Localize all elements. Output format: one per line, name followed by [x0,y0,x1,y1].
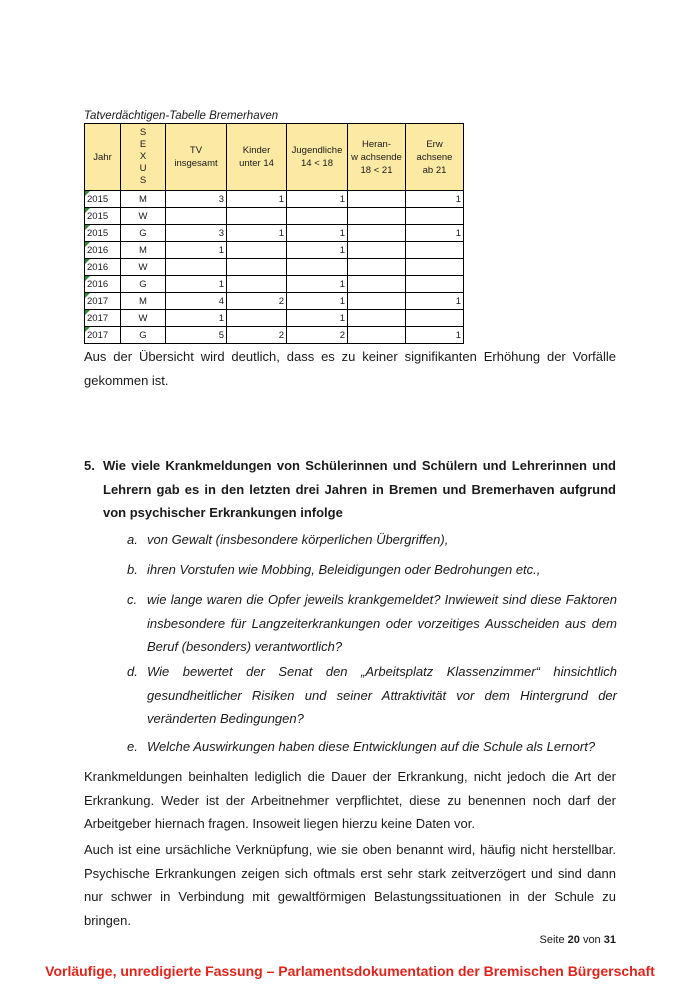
cell-adolescents [348,310,406,327]
cell-year: 2017 [85,310,121,327]
cell-youths: 1 [287,310,348,327]
header-sexus: S E X U S [121,124,166,191]
subitem-text: Wie bewertet der Senat den „Arbeitsplatz Klassenzimmer“ hinsichtlich gesundheitlicher Risiken und seiner Attraktivität vor dem Hintergrund der veränderten Bedingungen? [147,664,617,726]
question-number: 5. [84,458,95,473]
cell-tv-total: 5 [166,327,227,344]
subitem-letter: a. [127,532,138,547]
cell-adolescents [348,276,406,293]
draft-banner: Vorläufige, unredigierte Fassung – Parlamentsdokumentation der Bremischen Bürgerschaft [45,963,655,979]
header-adults: Erw achsene ab 21 [406,124,464,191]
answer-paragraph-1: Krankmeldungen beinhalten lediglich die Dauer der Erkrankung, nicht jedoch die Art der Erkrankung. Weder ist der Arbeitnehmer verpflichtet, diese zu benennen noch darf der Arbeitgeber hiernach fragen. Insoweit liegen hierzu keine Daten vor. [84,769,616,831]
cell-sex: W [121,259,166,276]
table-row [85,276,464,293]
subitem-text: wie lange waren die Opfer jeweils krankgemeldet? Inwieweit sind diese Faktoren insbesondere für Langzeiterkrankungen oder vorzeitiges Ausscheiden aus dem Beruf (besonders) verantwortlich? [147,592,617,654]
cell-year: 2017 [85,327,121,344]
question-text: Wie viele Krankmeldungen von Schülerinnen und Schülern und Lehrerinnen und Lehrern gab es in den letzten drei Jahren in Bremen und Bremerhaven aufgrund von psychischer Erkrankungen infolge [103,458,616,520]
cell-tv-total: 3 [166,225,227,242]
cell-adolescents [348,259,406,276]
header-adolescents: Heran- w achsende 18 < 21 [348,124,406,191]
cell-youths: 1 [287,225,348,242]
subitem-text: von Gewalt (insbesondere körperlichen Übergriffen), [147,532,449,547]
cell-children: 1 [227,191,287,208]
cell-sex: G [121,327,166,344]
cell-adults [406,242,464,259]
cell-adults: 1 [406,191,464,208]
cell-adolescents [348,293,406,310]
table-row [85,208,464,225]
cell-children [227,208,287,225]
subitem-a [127,528,617,552]
subitem-text: Welche Auswirkungen haben diese Entwicklungen auf die Schule als Lernort? [147,739,596,754]
table-row [85,293,464,310]
cell-children [227,276,287,293]
cell-adults [406,310,464,327]
cell-sex: W [121,310,166,327]
suspects-table [84,123,464,344]
cell-children: 2 [227,293,287,310]
subitem-e [127,735,617,759]
cell-youths: 1 [287,293,348,310]
current-page: 20 [567,934,580,946]
cell-tv-total: 1 [166,242,227,259]
question-5 [84,454,616,525]
cell-adolescents [348,242,406,259]
cell-adolescents [348,191,406,208]
cell-adults [406,276,464,293]
table-row [85,259,464,276]
subitem-c [127,588,617,659]
subitem-letter: d. [127,664,138,679]
cell-youths [287,208,348,225]
cell-youths: 2 [287,327,348,344]
subitem-letter: c. [127,592,138,607]
cell-sex: M [121,293,166,310]
cell-children [227,242,287,259]
cell-year: 2015 [85,225,121,242]
cell-sex: W [121,208,166,225]
header-tv-total: TV insgesamt [166,124,227,191]
cell-youths: 1 [287,191,348,208]
answer-paragraph-2: Auch ist eine ursächliche Verknüpfung, wie sie oben benannt wird, häufig nicht herstellbar. Psychische Erkrankungen zeigen sich oftmals erst sehr stark zeitverzögert und sind dann nur schwer in Verbindung mit gewaltförmigen Belastungssituationen in der Schule zu bringen. [84,842,616,928]
subitem-letter: b. [127,562,138,577]
cell-tv-total [166,208,227,225]
cell-year: 2015 [85,191,121,208]
subitem-text: ihren Vorstufen wie Mobbing, Beleidigungen oder Bedrohungen etc., [147,562,541,577]
subitem-d [127,660,617,731]
cell-children: 2 [227,327,287,344]
cell-children [227,310,287,327]
cell-adults: 1 [406,225,464,242]
cell-youths: 1 [287,242,348,259]
cell-year: 2017 [85,293,121,310]
cell-sex: M [121,191,166,208]
cell-adults [406,259,464,276]
table-row [85,191,464,208]
cell-tv-total: 1 [166,310,227,327]
table-row [85,242,464,259]
cell-adults: 1 [406,327,464,344]
cell-year: 2015 [85,208,121,225]
total-pages: 31 [603,934,616,946]
cell-year: 2016 [85,242,121,259]
table-caption: Tatverdächtigen-Tabelle Bremerhaven [84,110,279,122]
cell-adolescents [348,327,406,344]
cell-children: 1 [227,225,287,242]
cell-tv-total: 1 [166,276,227,293]
cell-sex: M [121,242,166,259]
cell-youths [287,259,348,276]
cell-tv-total [166,259,227,276]
cell-tv-total: 3 [166,191,227,208]
summary-paragraph: Aus der Übersicht wird deutlich, dass es zu keiner signifikanten Erhöhung der Vorfälle gekommen ist. [84,349,616,388]
cell-adults [406,208,464,225]
cell-adolescents [348,208,406,225]
cell-year: 2016 [85,259,121,276]
cell-adults: 1 [406,293,464,310]
table-header-row [85,124,464,191]
table-row [85,327,464,344]
subitem-letter: e. [127,739,138,754]
subitem-b [127,558,617,582]
cell-children [227,259,287,276]
table-row [85,225,464,242]
table-row [85,310,464,327]
cell-adolescents [348,225,406,242]
header-children: Kinder unter 14 [227,124,287,191]
cell-tv-total: 4 [166,293,227,310]
cell-sex: G [121,276,166,293]
cell-youths: 1 [287,276,348,293]
cell-sex: G [121,225,166,242]
header-year: Jahr [85,124,121,191]
header-youths: Jugendliche 14 < 18 [287,124,348,191]
cell-year: 2016 [85,276,121,293]
page-number: Seite 20 von 31 [539,934,616,946]
